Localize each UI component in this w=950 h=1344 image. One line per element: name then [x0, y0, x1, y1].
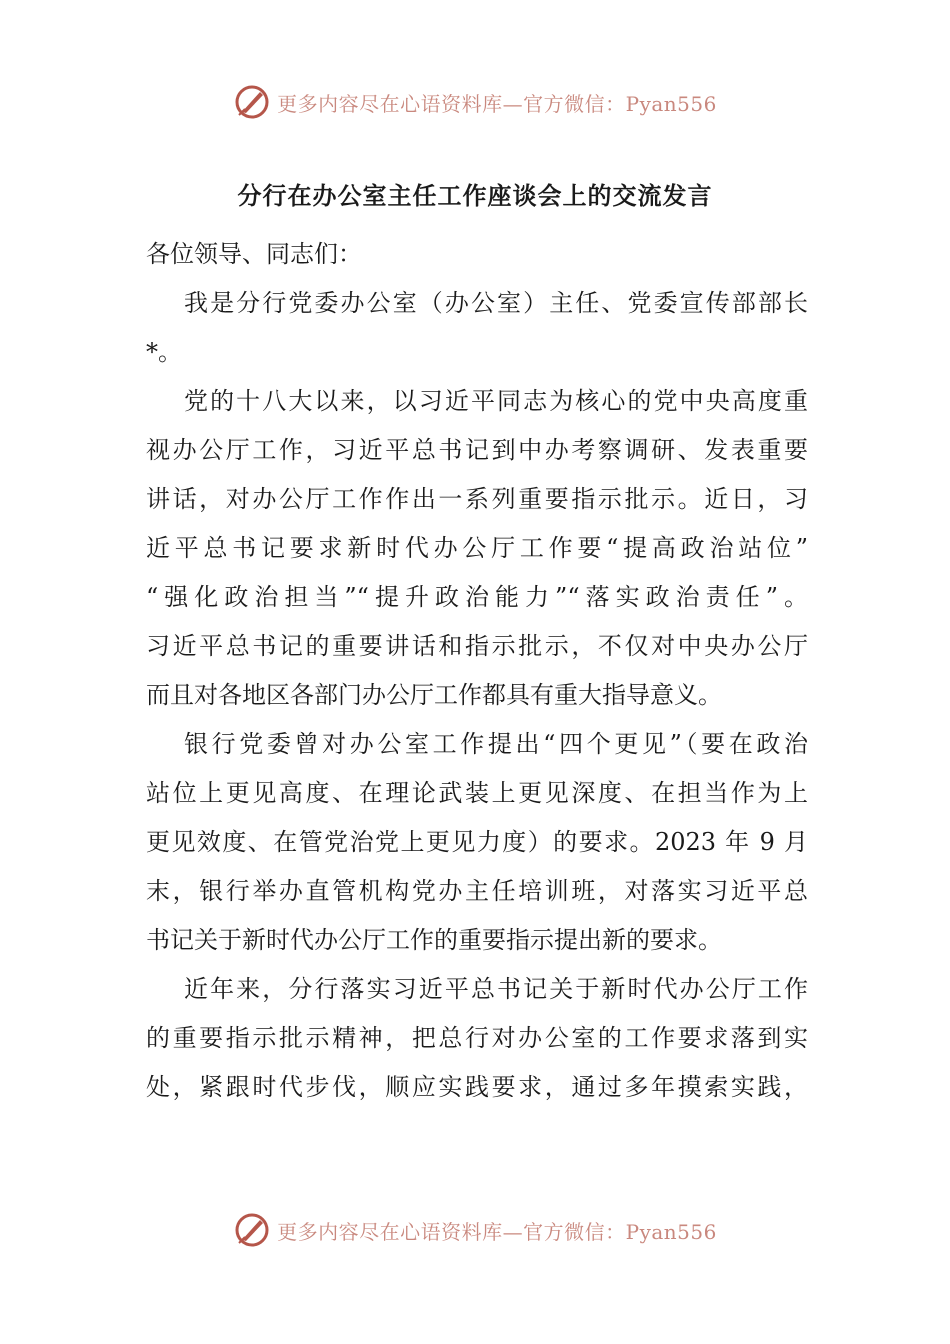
document-body — [146, 230, 808, 1112]
body-line: “强化政治担当”“提升政治能力”“落实政治责任”。 — [146, 583, 808, 611]
body-line: 讲话，对办公厅工作作出一系列重要指示批示。近日，习 — [146, 485, 808, 513]
body-line: 银行党委曾对办公室工作提出“四个更见”（要在政治 — [184, 730, 808, 758]
body-line: 近平总书记要求新时代办公厅工作要“提高政治站位” — [146, 534, 808, 562]
body-line: 处，紧跟时代步伐，顺应实践要求，通过多年摸索实践， — [146, 1073, 808, 1101]
body-line: *。 — [146, 338, 182, 366]
body-line: 而且对各地区各部门办公厅工作都具有重大指导意义。 — [146, 681, 722, 709]
body-line: 站位上更见高度、在理论武装上更见深度、在担当作为上 — [146, 779, 808, 807]
body-line: 习近平总书记的重要讲话和指示批示，不仅对中央办公厅 — [146, 632, 808, 660]
body-line: 书记关于新时代办公厅工作的重要指示提出新的要求。 — [146, 926, 722, 954]
quill-logo-icon — [233, 1211, 271, 1249]
watermark-banner-top — [0, 80, 950, 124]
quill-logo-icon — [233, 83, 271, 121]
body-line: 党的十八大以来，以习近平同志为核心的党中央高度重 — [184, 387, 808, 415]
salutation-line: 各位领导、同志们： — [146, 240, 362, 268]
body-line: 近年来，分行落实习近平总书记关于新时代办公厅工作 — [184, 975, 808, 1003]
body-line: 更见效度、在管党治党上更见力度）的要求。2023 年 9 月 — [146, 828, 808, 856]
document-title: 分行在办公室主任工作座谈会上的交流发言 — [237, 181, 713, 210]
body-line: 视办公厅工作，习近平总书记到中办考察调研、发表重要 — [146, 436, 808, 464]
watermark-text: 更多内容尽在心语资料库—官方微信：Pyan556 — [277, 1219, 717, 1244]
body-line: 的重要指示批示精神，把总行对办公室的工作要求落到实 — [146, 1024, 808, 1052]
watermark-text: 更多内容尽在心语资料库—官方微信：Pyan556 — [277, 91, 717, 116]
body-line: 末，银行举办直管机构党办主任培训班，对落实习近平总 — [146, 877, 808, 905]
watermark-banner-bottom — [0, 1208, 950, 1252]
body-line: 我是分行党委办公室（办公室）主任、党委宣传部部长 — [184, 289, 808, 317]
